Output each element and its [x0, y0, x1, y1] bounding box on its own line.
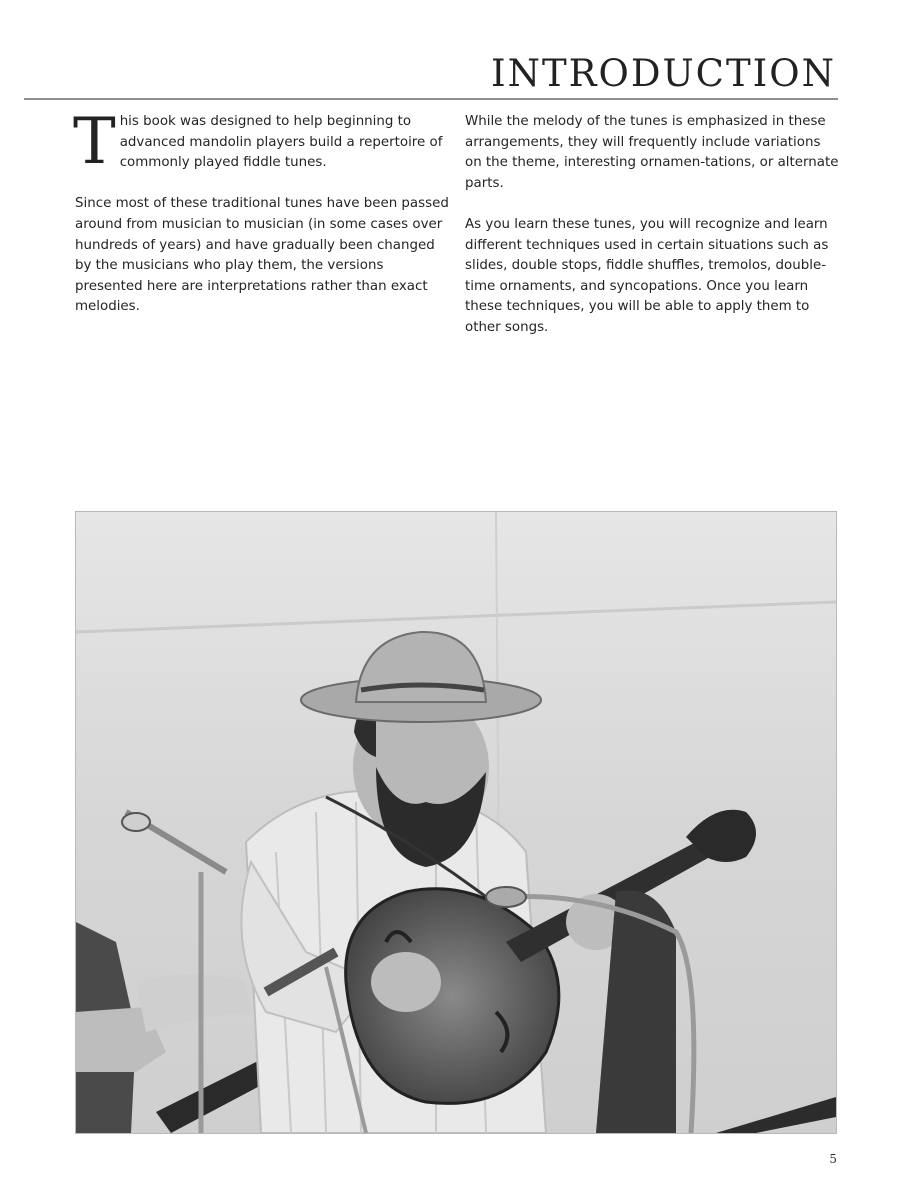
drop-cap: T	[73, 105, 116, 179]
musician-photo	[75, 511, 837, 1134]
left-paragraph-1-text: his book was designed to help beginning to advanced mandolin players build a repertoire of commonly played fiddle tunes.	[119, 114, 443, 171]
left-paragraph-2: Since most of these traditional tunes have been passed around from musician to musician (in some cases over hundreds of years) and have gradually been changed by the musicians who play them, the versions presented here are interpretations rather than exact melodies.	[75, 196, 449, 315]
right-paragraph-2: As you learn these tunes, you will recognize and learn different techniques used in certain situations such as slides, double stops, fiddle shuffles, tremolos, double-time ornaments, and syncopations. Once you learn these techniques, you will be able to apply them to other songs.	[465, 216, 829, 335]
left-paragraph-1	[73, 105, 449, 179]
left-column	[73, 105, 449, 339]
page-title: INTRODUCTION	[490, 52, 836, 95]
photo-illustration	[76, 512, 836, 1133]
right-paragraph-1: While the melody of the tunes is emphasized in these arrangements, they will frequently include variations on the theme, interesting ornamen-tations, or alternate parts.	[465, 114, 839, 191]
title-rule	[24, 98, 838, 100]
right-column	[465, 112, 839, 359]
page-number: 5	[829, 1152, 837, 1166]
